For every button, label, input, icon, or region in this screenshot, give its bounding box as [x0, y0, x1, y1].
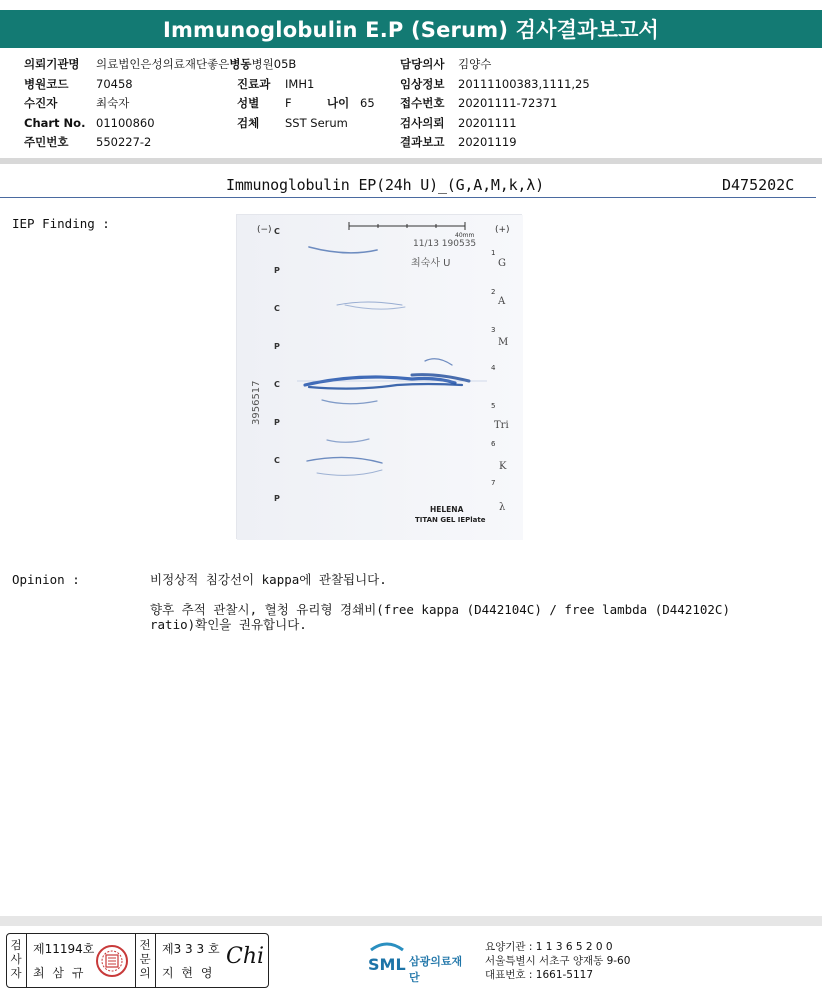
footer-line: 서울특별시 서초구 양재동 9-60: [485, 955, 631, 967]
info-value: 20201111-72371: [458, 96, 558, 110]
info-key: Chart No.: [24, 115, 86, 130]
gel-mark: P: [274, 418, 280, 427]
divider: [155, 934, 156, 987]
test-code: D475202C: [722, 176, 795, 194]
org-name: 삼광의료재단: [409, 955, 463, 984]
gel-mark: P: [274, 494, 280, 503]
opinion-label: Opinion :: [12, 572, 80, 587]
gel-mark: P: [274, 342, 280, 351]
gel-mark: C: [274, 456, 280, 465]
info-value: 병원05B: [251, 57, 297, 71]
lane-letter: λ: [499, 502, 506, 513]
info-value: 20201111: [458, 115, 517, 130]
iep-finding-label: IEP Finding :: [12, 216, 110, 231]
gel-side-number: 3956517: [251, 380, 262, 425]
patient-info-col3: [400, 55, 590, 153]
info-key: 검체: [237, 115, 260, 130]
tester-vertical-char: 검: [10, 938, 22, 952]
expert-name: 지 현 영: [162, 966, 215, 980]
report-title: Immunoglobulin E.P (Serum) 검사결과보고서: [0, 10, 822, 48]
gel-brand-sub: TITAN GEL IEPlate: [415, 516, 486, 524]
info-value: 550227-2: [96, 135, 152, 149]
info-value: 최숙자: [96, 96, 130, 110]
info-value: 65: [360, 96, 375, 110]
section-separator: [0, 158, 822, 164]
expert-license: 제3 3 3 호: [162, 942, 220, 956]
opinion-line-1: 비정상적 침강선이 kappa에 관찰됩니다.: [150, 572, 387, 587]
divider: [135, 934, 136, 987]
gel-patient-name: 최숙사 U: [411, 258, 451, 269]
tester-license: 제11194호: [33, 942, 95, 956]
lane-number: 3: [491, 326, 496, 334]
expert-signature: Chi: [226, 944, 265, 969]
header-rule: [0, 197, 816, 198]
tester-vertical-char: 사: [10, 952, 22, 966]
plus-pole: (+): [495, 225, 510, 235]
info-value: F: [285, 96, 292, 110]
gel-mark: C: [274, 380, 280, 389]
info-value: 70458: [96, 76, 133, 91]
expert-vertical-char: 의: [139, 966, 151, 980]
sml-logo: [367, 940, 472, 984]
tester-name: 최 삼 규: [33, 966, 86, 980]
info-key: 검사의뢰: [400, 115, 445, 130]
info-key: 접수번호: [400, 96, 445, 110]
footer-line: 요양기관 : 1 1 3 6 5 2 0 0: [485, 941, 613, 953]
test-name: Immunoglobulin EP(24h U)_(G,A,M,k,λ): [226, 176, 544, 194]
gel-mark: C: [274, 227, 280, 236]
lane-number: 2: [491, 288, 496, 296]
scale-label: 40mm: [455, 232, 475, 239]
info-value: 의료법인은성의료재단좋은: [96, 57, 230, 71]
lane-letter: Tri: [494, 420, 509, 431]
signature-box: [6, 933, 269, 988]
info-key: 수진자: [24, 96, 58, 110]
info-key: 담당의사: [400, 57, 445, 71]
lane-letter: K: [499, 461, 507, 472]
info-value: 20201119: [458, 135, 517, 149]
lane-letter: M: [498, 337, 509, 348]
lane-number: 7: [491, 479, 496, 487]
gel-mark: P: [274, 266, 280, 275]
gel-date-label: 11/13 190535: [413, 239, 477, 249]
info-key: 병동: [229, 57, 252, 71]
info-key: 나이: [327, 96, 350, 110]
footer-address: [485, 940, 630, 982]
info-value: 김양수: [458, 57, 492, 71]
expert-vertical-char: 전: [139, 938, 151, 952]
opinion-line-2: 향후 추적 관찰시, 혈청 유리형 경쇄비(free kappa (D442104C) / free lambda (D442102C): [150, 602, 730, 617]
lane-number: 5: [491, 402, 496, 410]
info-value: 01100860: [96, 115, 155, 130]
info-key: 의뢰기관명: [24, 57, 80, 71]
opinion-line-3: ratio)확인을 권유합니다.: [150, 617, 307, 632]
gel-svg: [237, 215, 523, 540]
lane-number: 4: [491, 364, 496, 372]
divider: [26, 934, 27, 987]
lane-number: 1: [491, 249, 496, 257]
lane-letter: A: [498, 296, 506, 307]
info-key: 주민번호: [24, 135, 69, 149]
iep-gel-image: [236, 214, 522, 539]
lane-number: 6: [491, 440, 496, 448]
info-key: 임상정보: [400, 76, 445, 91]
info-key: 진료과: [237, 76, 271, 91]
expert-vertical-label: [138, 938, 152, 980]
info-key: 병원코드: [24, 76, 69, 91]
official-seal-icon: [95, 944, 129, 978]
info-key: 성별: [237, 96, 260, 110]
footer-separator: [0, 916, 822, 926]
sml-logo-icon: [367, 940, 407, 976]
info-key: 결과보고: [400, 135, 445, 149]
minus-pole: (−): [257, 225, 272, 235]
info-value: SST Serum: [285, 115, 348, 130]
footer-line: 대표번호 : 1661-5117: [485, 969, 594, 981]
sml-logo-text: SML: [368, 955, 406, 974]
tester-vertical-label: [9, 938, 23, 980]
gel-brand: HELENA: [430, 505, 464, 514]
lane-letter: G: [498, 258, 506, 269]
expert-vertical-char: 문: [139, 952, 151, 966]
tester-vertical-char: 자: [10, 966, 22, 980]
info-value: 20111100383,1111,25: [458, 76, 590, 91]
gel-mark: C: [274, 304, 280, 313]
patient-info-col2: [237, 75, 375, 134]
info-value: IMH1: [285, 76, 315, 91]
